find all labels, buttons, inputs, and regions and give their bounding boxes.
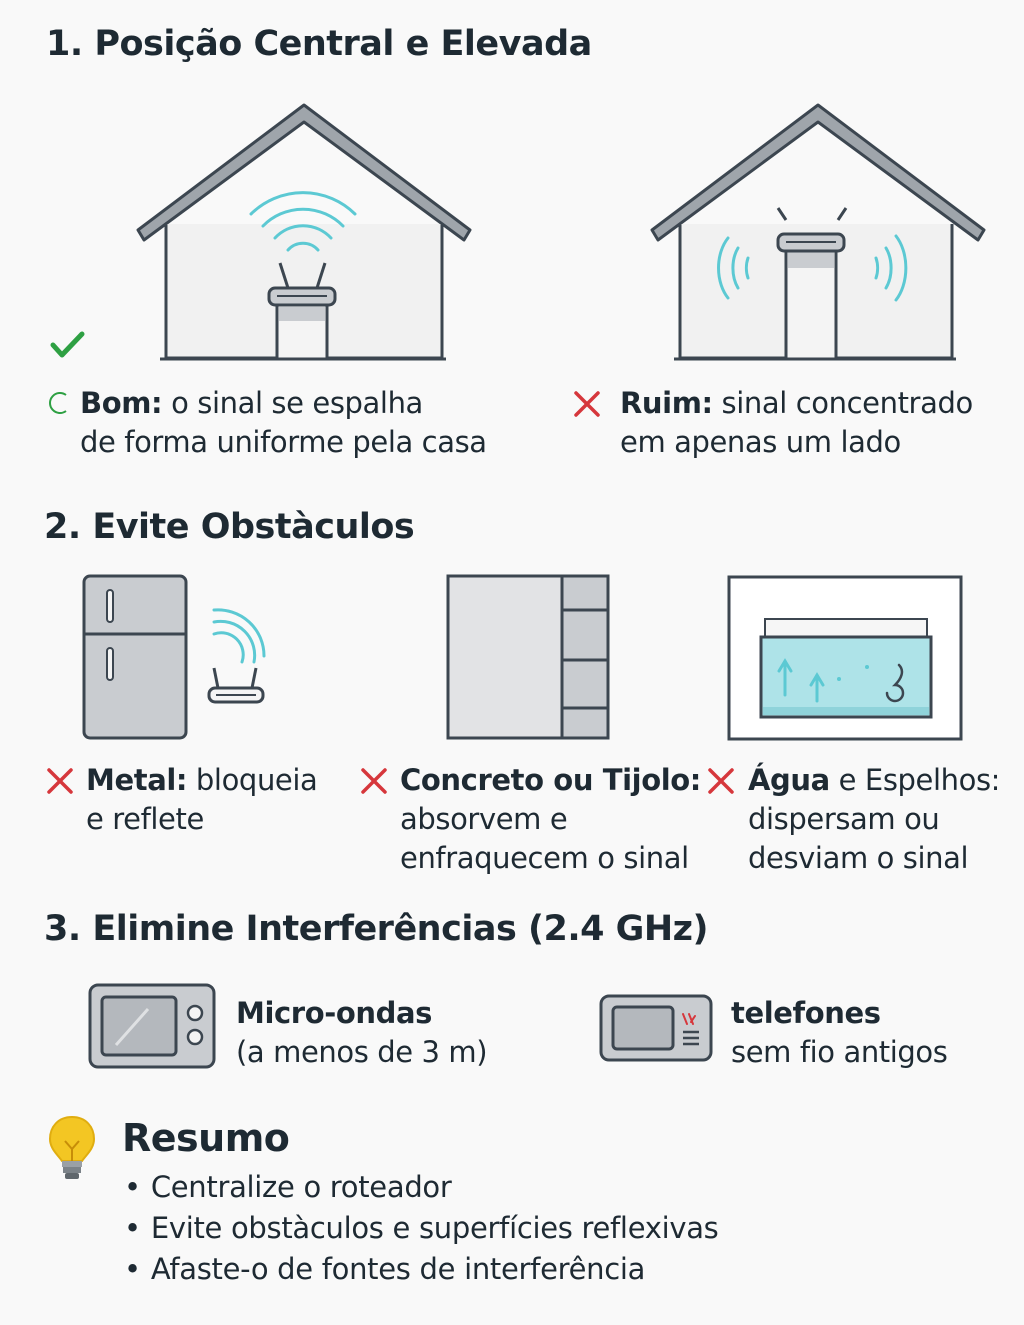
metal-text-1: bloqueia <box>187 763 318 797</box>
summary-title: Resumo <box>122 1116 290 1160</box>
section3-heading: 3. Elimine Interferências (2.4 GHz) <box>44 909 709 949</box>
good-caption <box>80 384 487 462</box>
good-small-check-icon <box>48 392 70 414</box>
water-caption <box>748 761 1000 878</box>
section2-heading: 2. Evite Obstàculos <box>44 507 415 547</box>
concrete-text-3: enfraquecem o sinal <box>400 841 689 875</box>
microwave-text-1: Micro-ondas <box>236 996 433 1030</box>
summary-list <box>124 1167 719 1290</box>
bad-text-2: em apenas um lado <box>620 425 901 459</box>
good-house-illustration <box>130 100 480 365</box>
water-label: Água <box>748 763 830 797</box>
router-icon <box>204 604 270 706</box>
microwave-icon <box>88 983 216 1069</box>
concrete-text-2: absorvem e <box>400 802 568 836</box>
bad-caption <box>620 384 973 462</box>
water-text-1: e Espelhos: <box>829 763 1001 797</box>
concrete-caption <box>400 761 701 878</box>
aquarium-icon <box>727 575 963 741</box>
check-icon <box>50 330 86 360</box>
microwave-text-2: (a menos de 3 m) <box>236 1035 488 1069</box>
concrete-x-icon <box>360 767 388 795</box>
summary-bullet-2: • Evite obstàculos e superfícies reflexivas <box>124 1208 719 1249</box>
section1-heading: 1. Posição Central e Elevada <box>46 24 592 64</box>
phone-text-2: sem fio antigos <box>731 1035 948 1069</box>
bad-label: Ruim: <box>620 386 713 420</box>
phone-text-1: telefones <box>731 996 881 1030</box>
good-text-2: de forma uniforme pela casa <box>80 425 487 459</box>
metal-text-2: e reflete <box>86 802 204 836</box>
water-text-3: desviam o sinal <box>748 841 969 875</box>
bad-x-icon <box>573 390 601 418</box>
refrigerator-icon <box>82 574 188 740</box>
metal-x-icon <box>46 767 74 795</box>
bad-house-illustration <box>644 100 994 365</box>
phone-caption <box>731 994 948 1072</box>
metal-label: Metal: <box>86 763 188 797</box>
concrete-label: Concreto ou Tijolo: <box>400 763 702 797</box>
summary-bullet-3: • Afaste-o de fontes de interferência <box>124 1249 719 1290</box>
microwave-caption <box>236 994 487 1072</box>
metal-caption <box>86 761 317 839</box>
summary-bullet-1: • Centralize o roteador <box>124 1167 719 1208</box>
good-text-1: o sinal se espalha <box>162 386 423 420</box>
good-label: Bom: <box>80 386 163 420</box>
cordless-phone-icon <box>599 994 713 1062</box>
water-x-icon <box>707 767 735 795</box>
lightbulb-icon <box>48 1115 96 1185</box>
bad-text-1: sinal concentrado <box>712 386 973 420</box>
wall-icon <box>446 574 610 740</box>
water-text-2: dispersam ou <box>748 802 940 836</box>
